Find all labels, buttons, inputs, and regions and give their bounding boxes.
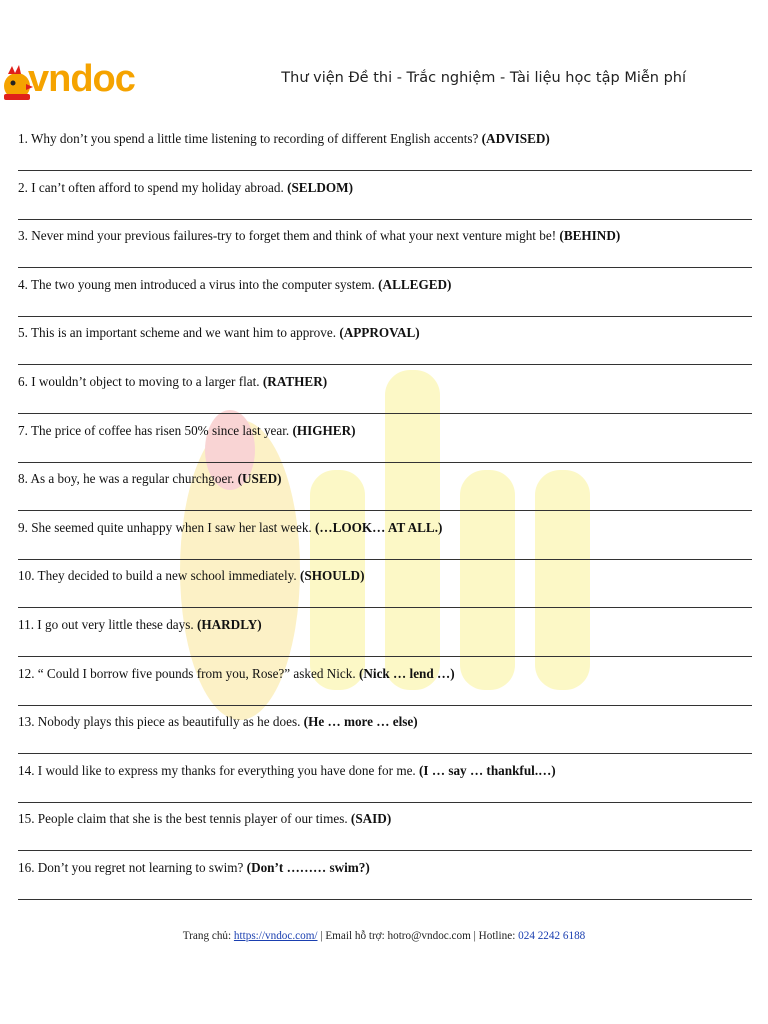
question-sentence: 12. “ Could I borrow five pounds from you, Rose?” asked Nick.: [18, 665, 356, 681]
question-text: [18, 471, 282, 487]
question-text: [18, 568, 364, 584]
list-item: [18, 853, 750, 902]
question-text: [18, 666, 455, 682]
answer-line[interactable]: [18, 413, 752, 414]
list-item: [18, 124, 750, 173]
question-cue: (…LOOK… AT ALL.): [315, 519, 443, 535]
question-sentence: 14. I would like to express my thanks for everything you have done for me.: [18, 762, 416, 778]
answer-line[interactable]: [18, 510, 752, 511]
question-text: [18, 423, 356, 439]
question-cue: (SELDOM): [287, 179, 353, 195]
answer-line[interactable]: [18, 850, 752, 851]
question-text: [18, 811, 391, 827]
list-item: [18, 610, 750, 659]
answer-line[interactable]: [18, 656, 752, 657]
answer-line[interactable]: [18, 753, 752, 754]
answer-line[interactable]: [18, 170, 752, 171]
question-text: [18, 617, 262, 633]
list-item: [18, 367, 750, 416]
list-item: [18, 804, 750, 853]
question-text: [18, 763, 556, 779]
question-sentence: 10. They decided to build a new school immediately.: [18, 568, 297, 584]
question-cue: (HARDLY): [196, 616, 262, 632]
answer-line[interactable]: [18, 559, 752, 560]
list-item: [18, 318, 750, 367]
header-tagline: Thư viện Đề thi - Trắc nghiệm - Tài liệu học tập Miễn phí: [281, 70, 686, 86]
question-sentence: 8. As a boy, he was a regular churchgoer.: [18, 471, 235, 487]
footer-home-label: Trang chủ:: [182, 930, 232, 942]
question-cue: (USED): [237, 471, 282, 487]
answer-line[interactable]: [18, 364, 752, 365]
answer-line[interactable]: [18, 267, 752, 268]
question-sentence: 3. Never mind your previous failures-try to forget them and think of what your next venture might be!: [18, 228, 557, 244]
question-cue: (I … say … thankful.…): [419, 762, 556, 778]
list-item: [18, 513, 750, 562]
list-item: [18, 173, 750, 222]
footer-hotline[interactable]: 024 2242 6188: [518, 930, 586, 942]
list-item: [18, 659, 750, 708]
question-cue: (HIGHER): [292, 422, 356, 438]
question-sentence: 15. People claim that she is the best tennis player of our times.: [18, 811, 348, 827]
list-item: [18, 756, 750, 805]
list-item: [18, 270, 750, 319]
answer-line[interactable]: [18, 607, 752, 608]
question-sentence: 7. The price of coffee has risen 50% since last year.: [18, 422, 290, 438]
question-text: [18, 325, 420, 341]
question-cue: (BEHIND): [559, 228, 621, 244]
question-cue: (ALLEGED): [378, 276, 452, 292]
question-sentence: 13. Nobody plays this piece as beautifully as he does.: [18, 714, 301, 730]
question-sentence: 11. I go out very little these days.: [18, 616, 194, 632]
question-cue: (He … more … else): [303, 714, 418, 730]
question-cue: (Don’t ……… swim?): [246, 859, 370, 875]
footer-home-link[interactable]: https://vndoc.com/: [233, 930, 318, 942]
question-cue: (Nick … lend …): [358, 665, 455, 681]
answer-line[interactable]: [18, 316, 752, 317]
question-cue: (APPROVAL): [339, 325, 420, 341]
question-text: [18, 228, 620, 244]
question-sentence: 5. This is an important scheme and we want him to approve.: [18, 325, 337, 341]
list-item: [18, 707, 750, 756]
question-text: [18, 131, 550, 147]
vndoc-logo[interactable]: [0, 58, 170, 106]
question-text: [18, 520, 442, 536]
question-cue: (ADVISED): [481, 131, 550, 146]
question-text: [18, 374, 327, 390]
answer-line[interactable]: [18, 462, 752, 463]
question-text: [18, 180, 353, 196]
question-cue: (SAID): [350, 811, 392, 827]
page-header: [0, 58, 768, 108]
exercise-list: [18, 124, 750, 902]
list-item: [18, 221, 750, 270]
logo-text: vndoc: [28, 58, 135, 100]
answer-line[interactable]: [18, 899, 752, 900]
answer-line[interactable]: [18, 705, 752, 706]
answer-line[interactable]: [18, 219, 752, 220]
page-footer: [0, 930, 768, 942]
list-item: [18, 416, 750, 465]
question-text: [18, 860, 370, 876]
question-sentence: 9. She seemed quite unhappy when I saw her last week.: [18, 519, 312, 535]
list-item: [18, 464, 750, 513]
answer-line[interactable]: [18, 802, 752, 803]
question-sentence: 16. Don’t you regret not learning to swim?: [18, 859, 244, 875]
question-cue: (RATHER): [262, 373, 328, 389]
footer-email-text: | Email hỗ trợ: hotro@vndoc.com | Hotline:: [320, 930, 516, 942]
question-cue: (SHOULD): [300, 568, 365, 584]
question-sentence: 4. The two young men introduced a virus into the computer system.: [18, 276, 375, 292]
question-text: [18, 714, 418, 730]
question-sentence: 1. Why don’t you spend a little time listening to recording of different English accents?: [18, 131, 479, 146]
question-sentence: 6. I wouldn’t object to moving to a larger flat.: [18, 373, 260, 389]
question-sentence: 2. I can’t often afford to spend my holiday abroad.: [18, 179, 284, 195]
list-item: [18, 561, 750, 610]
question-text: [18, 277, 451, 293]
